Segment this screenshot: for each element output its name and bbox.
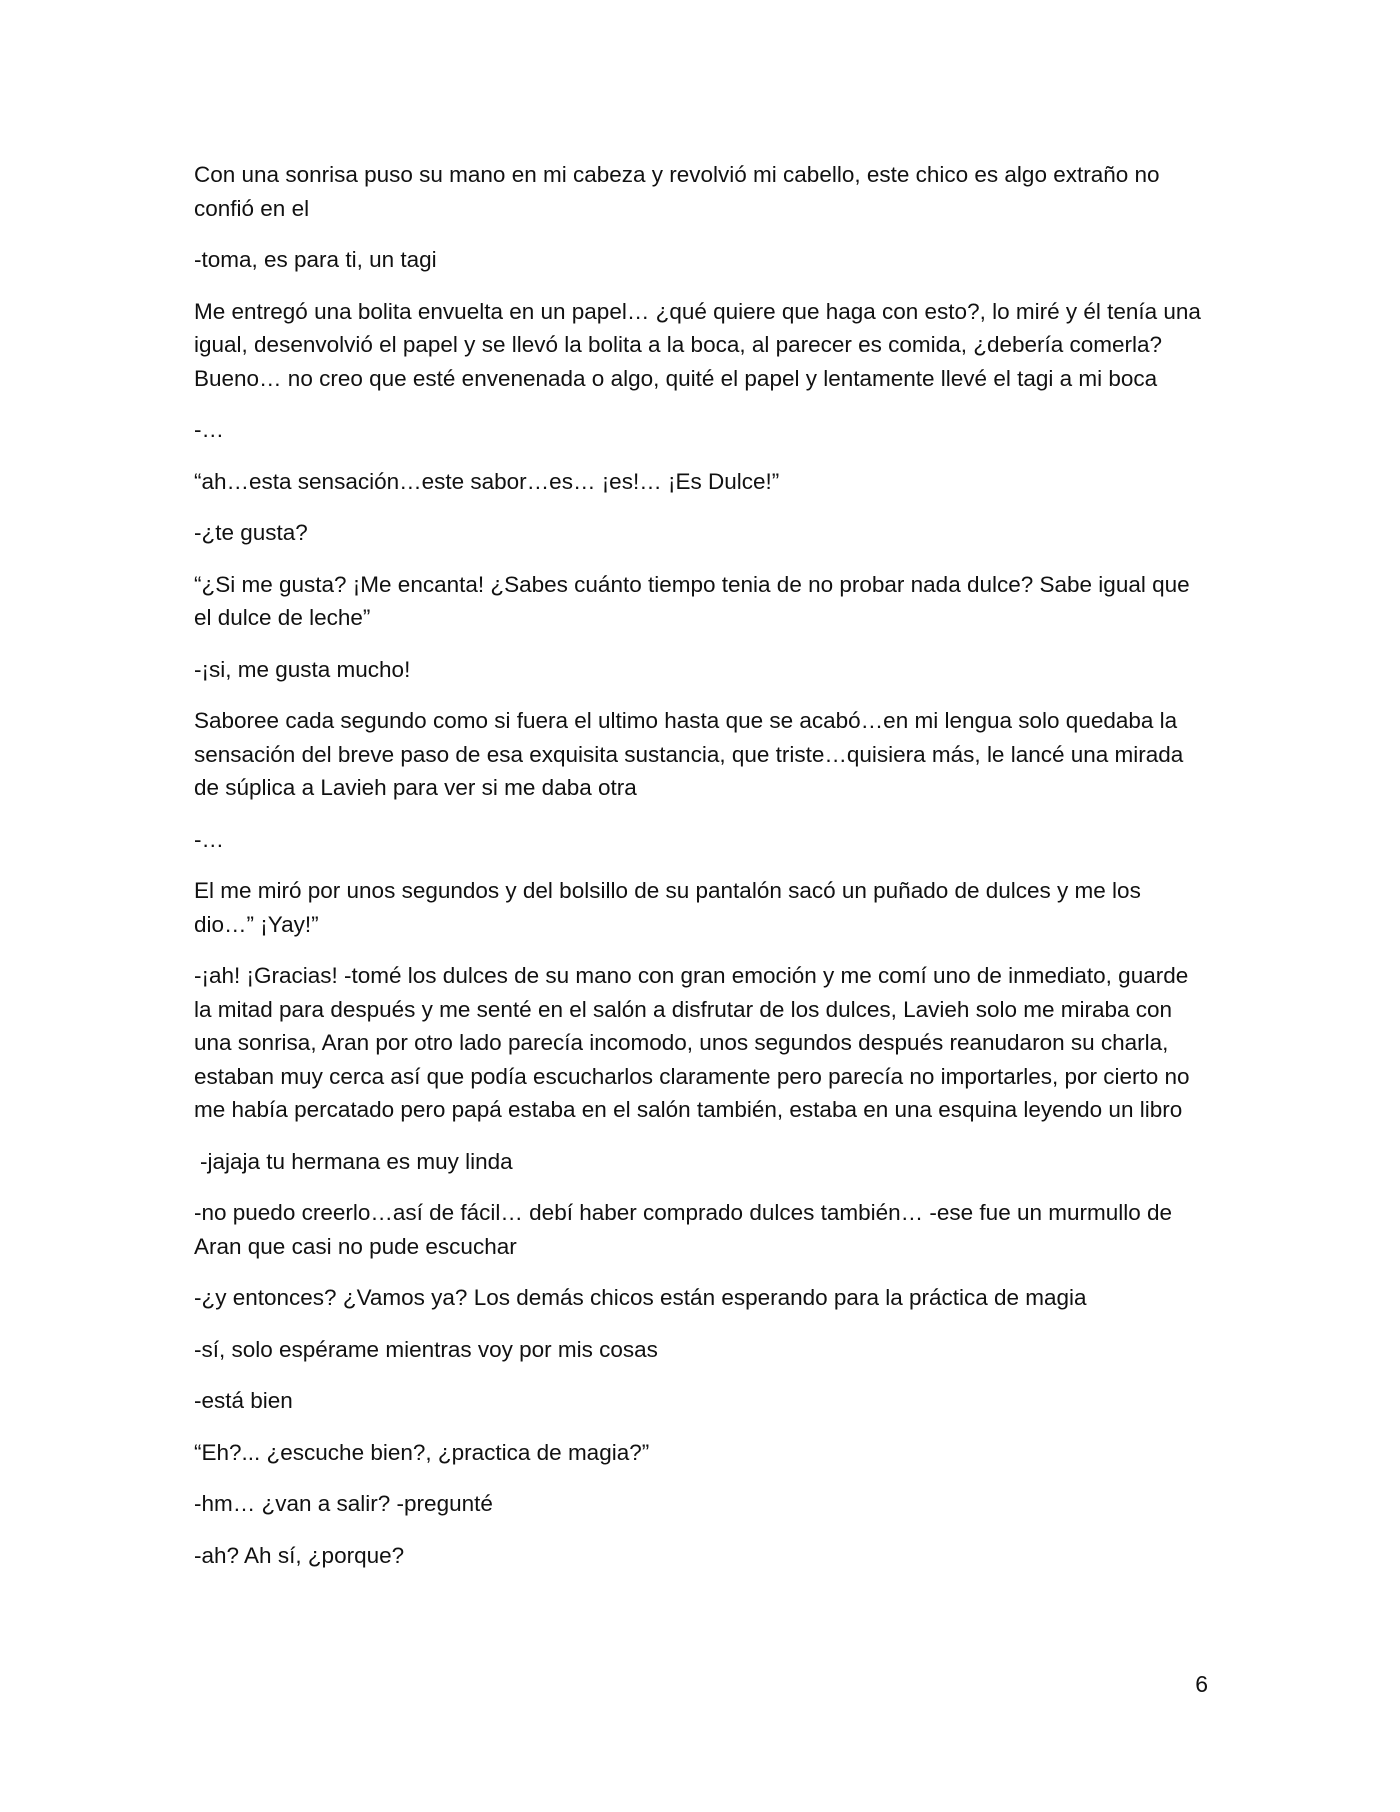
paragraph-19: -hm… ¿van a salir? -pregunté	[194, 1491, 493, 1516]
paragraph-4: -…	[194, 417, 224, 442]
paragraph-16: -sí, solo espérame mientras voy por mis cosas	[194, 1336, 658, 1362]
paragraph-12: -¡ah! ¡Gracias! -tomé los dulces de su mano con gran emoción y me comí uno de inmediato, guarde la mitad para después y me senté en el salón a disfrutar de los dulces, Lavieh solo me miraba con una sonrisa, Aran por otro lado parecía incomodo, unos segundos después reanudaron su charla, estaban muy cerca así que podía escucharlos claramente pero parecía no importarles, por cierto no me había percatado pero papá estaba en el salón también, estaba en una esquina leyendo un libro	[194, 963, 1190, 1122]
paragraph-8: -¡si, me gusta mucho!	[194, 656, 411, 682]
paragraph-6: -¿te gusta?	[194, 520, 308, 545]
paragraph-9: Saboree cada segundo como si fuera el ultimo hasta que se acabó…en mi lengua solo quedaba la sensación del breve paso de esa exquisita sustancia, que triste…quisiera más, le lancé una mirada de súplica a Lavieh para ver si me daba otra	[194, 708, 1184, 800]
paragraph-10: -…	[194, 826, 224, 852]
paragraph-1: Con una sonrisa puso su mano en mi cabeza y revolvió mi cabello, este chico es algo extraño no confió en el	[194, 162, 1160, 221]
document-body	[194, 158, 1204, 1590]
paragraph-5: “ah…esta sensación…este sabor…es… ¡es!… ¡Es Dulce!”	[194, 468, 780, 494]
paragraph-20: -ah? Ah sí, ¿porque?	[194, 1542, 405, 1568]
paragraph-15: -¿y entonces? ¿Vamos ya? Los demás chicos están esperando para la práctica de magia	[194, 1285, 1087, 1310]
paragraph-18: “Eh?... ¿escuche bien?, ¿practica de magia?”	[194, 1439, 650, 1465]
paragraph-7: “¿Si me gusta? ¡Me encanta! ¿Sabes cuánto tiempo tenia de no probar nada dulce? Sabe igual que el dulce de leche”	[194, 571, 1190, 630]
page-number: 6	[1195, 1671, 1208, 1697]
paragraph-11: El me miró por unos segundos y del bolsillo de su pantalón sacó un puñado de dulces y me los dio…” ¡Yay!”	[194, 878, 1141, 937]
paragraph-3: Me entregó una bolita envuelta en un papel… ¿qué quiere que haga con esto?, lo miré y él tenía una igual, desenvolvió el papel y se llevó la bolita a la boca, al parecer es comida, ¿debería comerla? Bueno… no creo que esté envenenada o algo, quité el papel y lentamente llevé el tagi a mi boca	[194, 298, 1201, 391]
paragraph-14: -no puedo creerlo…así de fácil… debí haber comprado dulces también… -ese fue un murmullo de Aran que casi no pude escuchar	[194, 1200, 1173, 1259]
paragraph-13: -jajaja tu hermana es muy linda	[200, 1148, 513, 1174]
paragraph-17: -está bien	[194, 1388, 293, 1413]
paragraph-2: -toma, es para ti, un tagi	[194, 247, 437, 272]
